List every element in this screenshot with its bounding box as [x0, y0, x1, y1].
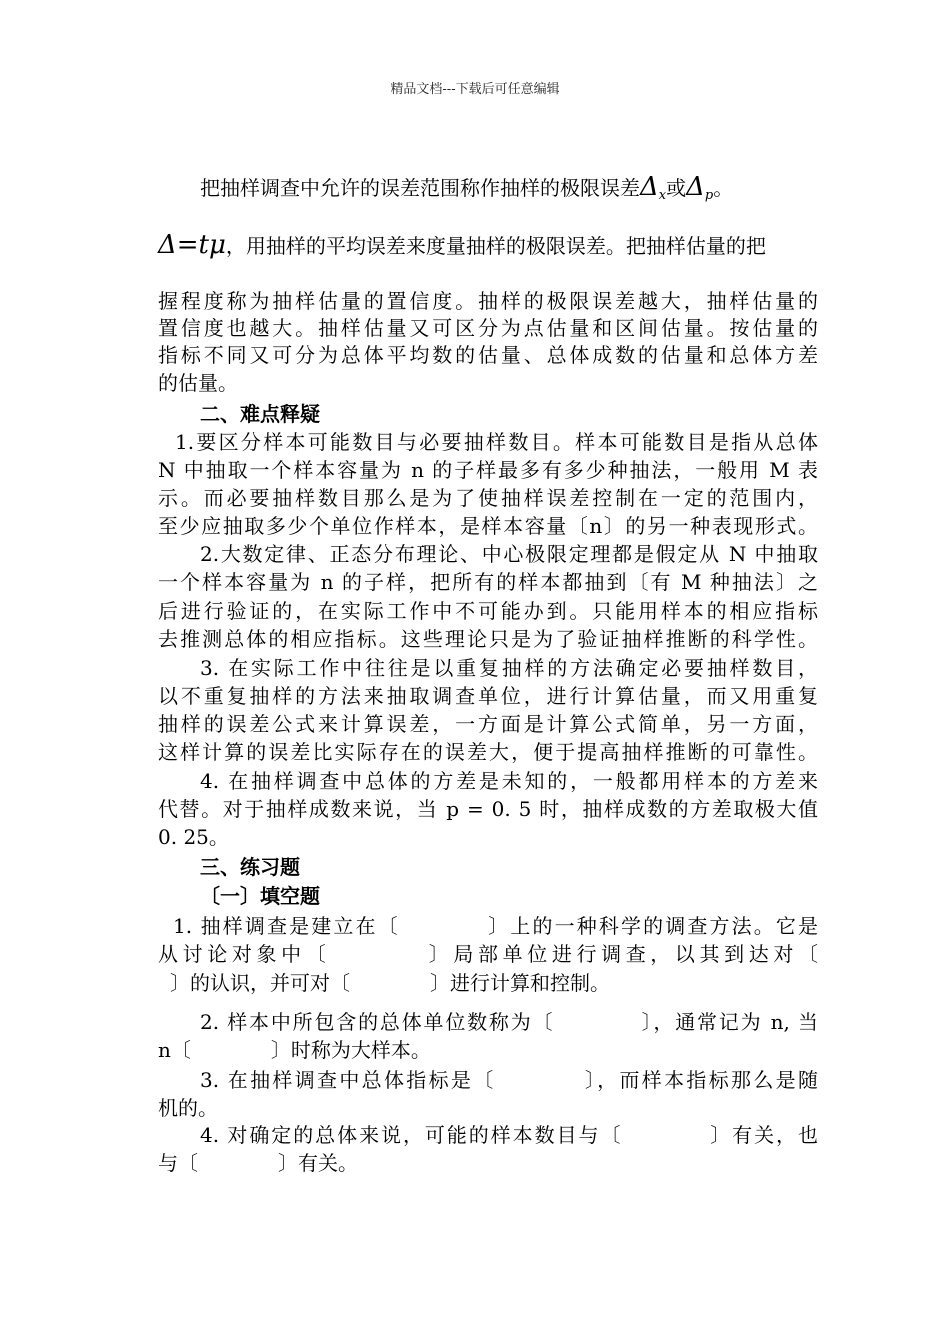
- s2-line: 抽样的误差公式来计算误差，一方面是计算公式简单，另一方面，: [158, 712, 818, 736]
- s3-line: 3. 在抽样调查中总体指标是〔 〕，而样本指标那么是随: [200, 1068, 818, 1092]
- s3-line: 〕的认识，并可对〔 〕进行计算和控制。: [170, 971, 610, 995]
- intro-line-4: 置信度也越大。抽样估量又可区分为点估量和区间估量。按估量的: [158, 316, 818, 340]
- s2-line: 1.要区分样本可能数目与必要抽样数目。样本可能数目是指从总体: [175, 430, 818, 454]
- s2-line: 一个样本容量为 n 的子样，把所有的样本都抽到〔有 M 种抽法〕之: [158, 570, 818, 594]
- delta-x-subscript: x: [658, 188, 667, 203]
- delta-p-symbol: Δ: [686, 172, 705, 202]
- s3-line: 机的。: [158, 1096, 218, 1120]
- delta-x-symbol: Δ: [640, 172, 659, 202]
- s2-line: 以不重复抽样的方法来抽取调查单位，进行计算估量，而又用重复: [158, 684, 818, 708]
- s2-line: 3. 在实际工作中往往是以重复抽样的方法确定必要抽样数目，: [200, 656, 818, 680]
- intro-line-1-text: 把抽样调查中允许的误差范围称作抽样的极限误差: [200, 176, 640, 200]
- section-3-subtitle: 〔一〕填空题: [200, 884, 320, 908]
- intro-line-3: 握程度称为抽样估量的置信度。抽样的极限误差越大，抽样估量的: [158, 289, 818, 313]
- s3-line: 从讨论对象中〔 〕局部单位进行调查，以其到达对〔: [158, 942, 818, 966]
- s2-line: 4. 在抽样调查中总体的方差是未知的，一般都用样本的方差来: [200, 769, 818, 793]
- s3-line: n〔 〕时称为大样本。: [158, 1038, 431, 1062]
- intro-line-1-end: 。: [713, 176, 734, 200]
- s3-line: 与〔 〕有关。: [158, 1151, 358, 1175]
- s2-line: 去推测总体的相应指标。这些理论只是为了验证抽样推断的科学性。: [158, 627, 818, 651]
- section-2-title: 二、难点释疑: [200, 402, 320, 426]
- s2-line: 后进行验证的，在实际工作中不可能办到。只能用样本的相应指标: [158, 599, 818, 623]
- intro-line-2-text: ，用抽样的平均误差来度量抽样的极限误差。把抽样估量的把: [225, 234, 766, 258]
- intro-line-6: 的估量。: [158, 371, 238, 395]
- s2-line: 0. 25。: [158, 825, 229, 849]
- section-3-title: 三、练习题: [200, 855, 300, 879]
- s2-line: 示。而必要抽样数目那么是为了使抽样误差控制在一定的范围内，: [158, 486, 818, 510]
- s2-line: 2.大数定律、正态分布理论、中心极限定理都是假定从 N 中抽取: [200, 542, 818, 566]
- intro-line-1: [200, 172, 820, 207]
- s2-line: N 中抽取一个样本容量为 n 的子样最多有多少种抽法，一般用 M 表: [158, 458, 818, 482]
- delta-p-subscript: p: [704, 188, 714, 203]
- page-header: 精品文档---下载后可任意编辑: [390, 82, 560, 97]
- s2-line: 这样计算的误差比实际存在的误差大，便于提高抽样推断的可靠性。: [158, 740, 818, 764]
- s2-line: 代替。对于抽样成数来说，当 p = 0. 5 时，抽样成数的方差取极大值: [158, 797, 818, 821]
- s2-line: 至少应抽取多少个单位作样本，是样本容量〔n〕的另一种表现形式。: [158, 514, 818, 538]
- s3-line: 1. 抽样调查是建立在〔 〕上的一种科学的调查方法。它是: [173, 914, 818, 938]
- s3-line: 4. 对确定的总体来说，可能的样本数目与〔 〕有关，也: [200, 1123, 818, 1147]
- or-text: 或: [666, 176, 687, 200]
- intro-line-2: [158, 230, 818, 260]
- formula-delta-t-mu: Δ=tμ: [158, 230, 226, 260]
- intro-line-5: 指标不同又可分为总体平均数的估量、总体成数的估量和总体方差: [158, 343, 818, 367]
- s3-line: 2. 样本中所包含的总体单位数称为〔 〕，通常记为 n, 当: [200, 1010, 818, 1034]
